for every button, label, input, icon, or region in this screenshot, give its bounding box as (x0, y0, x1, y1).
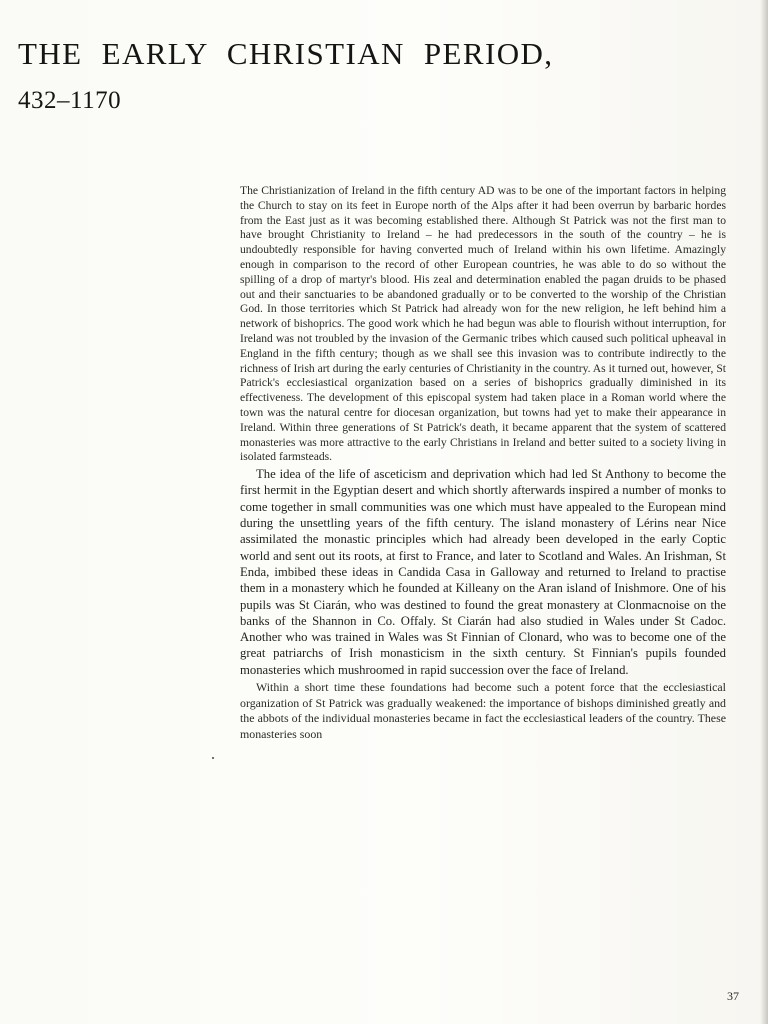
paragraph-1: The Christianization of Ireland in the fifth century AD was to be one of the important factors in helping the Church to stay on its feet in Europe north of the Alps after it had been overrun by barbaric hordes from the East just as it was becoming established there. Although St Patrick was not the first man to have brought Christianity to Ireland – he had predecessors in the south of the country – he is undoubtedly responsible for having converted much of Ireland within his own lifetime. Amazingly enough in comparison to the record of other European countries, he was able to do so without the spilling of a drop of martyr's blood. His zeal and determination enabled the pagan druids to be phased out and their sanctuaries to be abandoned gradually or to be converted to the worship of the Christian God. In those territories which St Patrick had already won for the new religion, he left behind him a network of bishoprics. The good work which he had begun was able to flourish without interruption, for Ireland was not troubled by the invasion of the Germanic tribes which caused such political upheaval in England in the fifth century; though as we shall see this invasion was to contribute indirectly to the richness of Irish art during the early centuries of Christianity in the country. As it turned out, however, St Patrick's ecclesiastical organization based on a series of bishoprics gradually diminished in its effectiveness. The development of this episcopal system had taken place in a Roman world where the town was the natural centre for diocesan organization, but towns had yet to make their appearance in Ireland. Within three generations of St Patrick's death, it became apparent that the system of scattered monasteries was more attractive to the early Christians in Ireland and better suited to a society living in isolated farmsteads. (240, 184, 726, 464)
print-speck (212, 757, 214, 759)
chapter-date-range: 432–1170 (18, 87, 122, 114)
chapter-title: THE EARLY CHRISTIAN PERIOD, (18, 36, 554, 71)
body-text (240, 184, 726, 742)
paragraph-3: Within a short time these foundations had become such a potent force that the ecclesiastical organization of St Patrick was gradually weakened: the importance of bishops diminished greatly and the abbots of the individual monasteries became in fact the ecclesiastical leaders of the country. These monasteries soon (240, 680, 726, 741)
page-edge-shadow (760, 0, 768, 1024)
page-number: 37 (727, 989, 739, 1003)
paragraph-2: The idea of the life of asceticism and deprivation which had led St Anthony to become the first hermit in the Egyptian desert and which shortly afterwards inspired a number of monks to come together in small communities was one which must have appealed to the European mind during the unsettling years of the fifth century. The island monastery of Lérins near Nice assimilated the monastic principles which had already been developed in the early Coptic world and sent out its roots, at first to France, and later to Scotland and Wales. An Irishman, St Enda, imbibed these ideas in Candida Casa in Galloway and returned to Ireland to practise them in a monastery which he founded at Killeany on the Aran island of Inishmore. One of his pupils was St Ciarán, who was destined to found the great monastery at Clonmacnoise on the banks of the Shannon in Co. Offaly. St Ciarán had also studied in Wales under St Cadoc. Another who was trained in Wales was St Finnian of Clonard, who was to become one of the great patriarchs of Irish monasticism in the sixth century. St Finnian's pupils founded monasteries which mushroomed in rapid succession over the face of Ireland. (240, 467, 726, 677)
